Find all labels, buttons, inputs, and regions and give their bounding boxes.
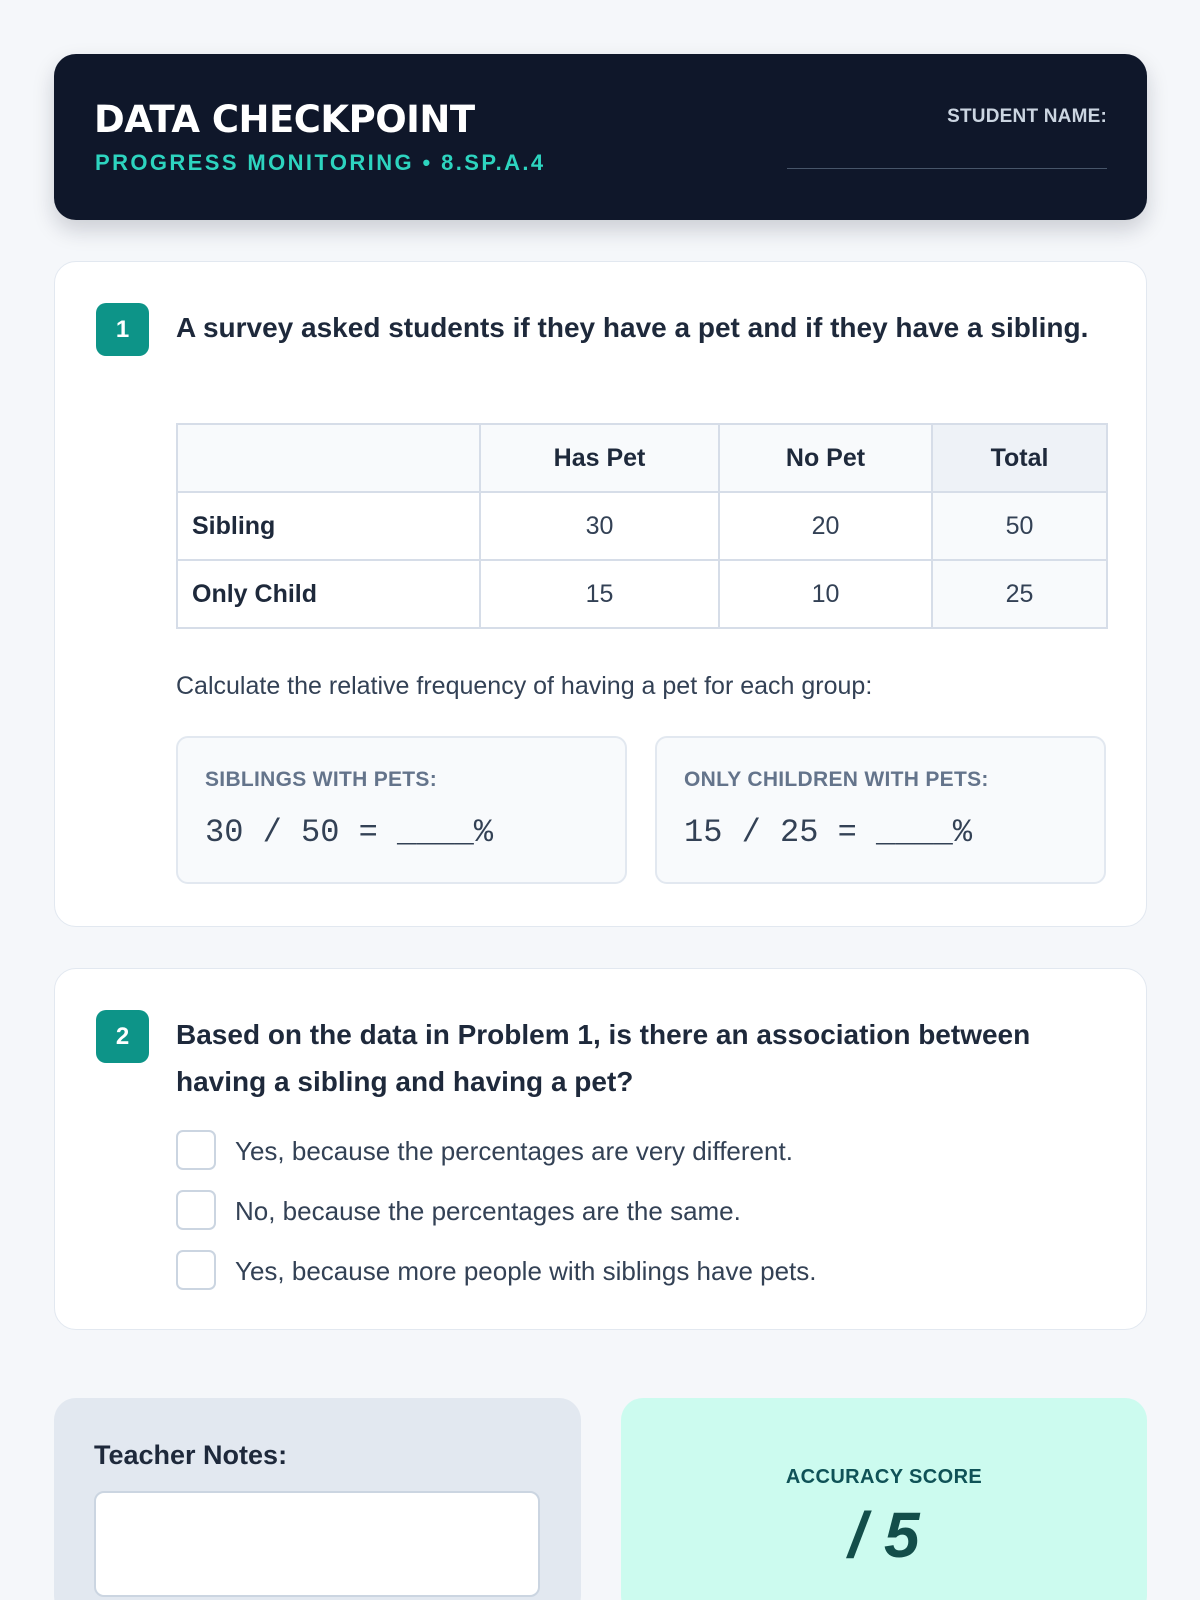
problem-number-badge: 2 bbox=[96, 1010, 149, 1063]
teacher-notes-label: Teacher Notes: bbox=[94, 1440, 288, 1470]
option-checkbox[interactable] bbox=[176, 1130, 216, 1170]
table-row bbox=[177, 492, 1107, 560]
two-way-table bbox=[176, 423, 1108, 629]
student-name-label: STUDENT NAME: bbox=[947, 106, 1107, 127]
siblings-calc-label: SIBLINGS WITH PETS: bbox=[205, 768, 438, 791]
problem-1-question: A survey asked students if they have a pet and if they have a sibling. bbox=[176, 312, 1089, 343]
problem-1-card bbox=[54, 261, 1147, 927]
siblings-calc-answer-field[interactable]: 30 / 50 = ____% bbox=[205, 814, 494, 851]
accuracy-score-panel bbox=[621, 1398, 1147, 1600]
table-cell-total: 50 bbox=[932, 492, 1107, 560]
table-header-no-pet: No Pet bbox=[719, 424, 932, 492]
worksheet-header bbox=[54, 54, 1147, 220]
table-cell: 15 bbox=[480, 560, 719, 628]
option-label[interactable]: Yes, because more people with siblings have pets. bbox=[235, 1256, 817, 1286]
problem-1-instruction: Calculate the relative frequency of having a pet for each group: bbox=[176, 672, 873, 700]
table-header-total: Total bbox=[932, 424, 1107, 492]
table-header-row bbox=[177, 424, 1107, 492]
student-name-field[interactable] bbox=[787, 168, 1107, 169]
answer-option[interactable] bbox=[176, 1250, 1076, 1290]
accuracy-score-value: / 5 bbox=[848, 1499, 920, 1571]
only-children-calc-box bbox=[655, 736, 1106, 884]
option-label[interactable]: Yes, because the percentages are very different. bbox=[235, 1136, 793, 1166]
problem-number-badge: 1 bbox=[96, 303, 149, 356]
option-label[interactable]: No, because the percentages are the same. bbox=[235, 1196, 741, 1226]
answer-option[interactable] bbox=[176, 1190, 1076, 1230]
table-cell: 30 bbox=[480, 492, 719, 560]
option-checkbox[interactable] bbox=[176, 1190, 216, 1230]
accuracy-score-label: ACCURACY SCORE bbox=[785, 1466, 983, 1488]
only-children-calc-answer-field[interactable]: 15 / 25 = ____% bbox=[684, 814, 973, 851]
option-checkbox[interactable] bbox=[176, 1250, 216, 1290]
table-cell-total: 25 bbox=[932, 560, 1107, 628]
problem-2-card bbox=[54, 968, 1147, 1330]
table-header-corner bbox=[177, 424, 480, 492]
table-cell: 10 bbox=[719, 560, 932, 628]
siblings-calc-box bbox=[176, 736, 627, 884]
answer-option[interactable] bbox=[176, 1130, 1076, 1170]
table-row bbox=[177, 560, 1107, 628]
teacher-notes-panel bbox=[54, 1398, 581, 1600]
problem-2-question: Based on the data in Problem 1, is there an association between having a sibling and having a pet? bbox=[176, 1019, 1031, 1097]
page-subtitle: PROGRESS MONITORING • 8.SP.A.4 bbox=[95, 150, 546, 175]
row-label-sibling: Sibling bbox=[177, 492, 480, 560]
table-cell: 20 bbox=[719, 492, 932, 560]
table-header-has-pet: Has Pet bbox=[480, 424, 719, 492]
only-children-calc-label: ONLY CHILDREN WITH PETS: bbox=[684, 768, 989, 791]
row-label-only-child: Only Child bbox=[177, 560, 480, 628]
page-title: DATA CHECKPOINT bbox=[94, 98, 475, 141]
teacher-notes-field[interactable] bbox=[94, 1491, 540, 1597]
